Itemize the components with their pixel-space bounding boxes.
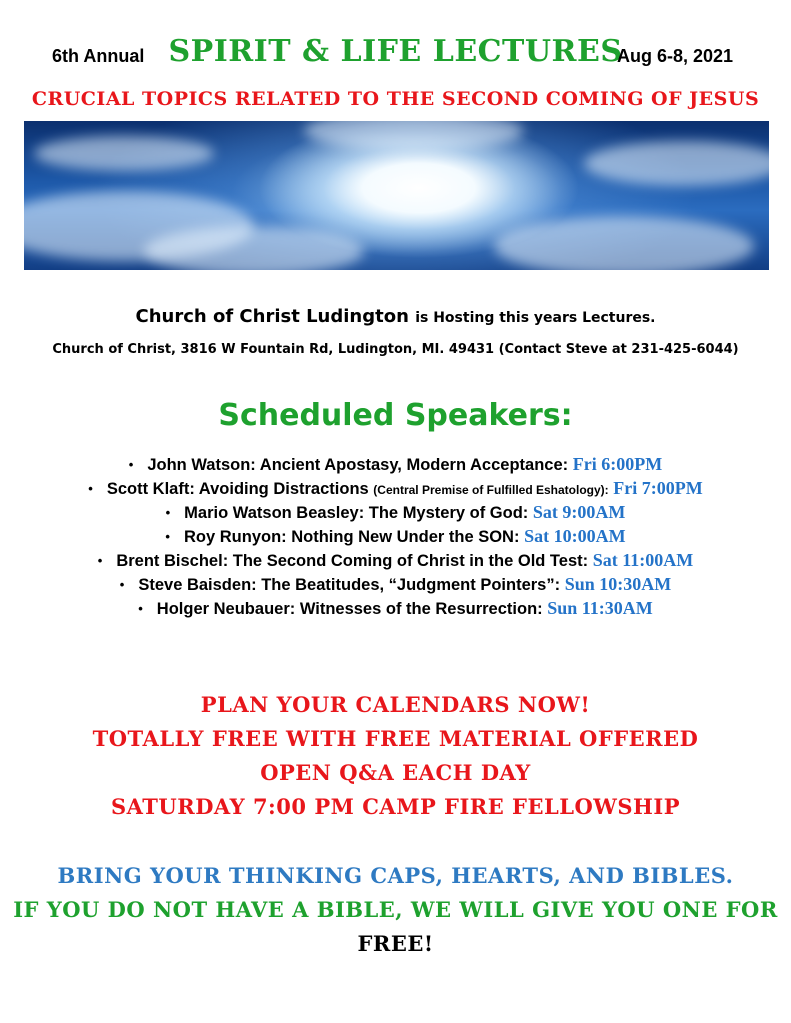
speaker-time: Fri 7:00PM	[613, 478, 703, 498]
speaker-time: Sun 11:30AM	[547, 598, 653, 618]
speaker-item	[0, 596, 791, 620]
speaker-item	[0, 452, 791, 476]
speaker-item	[0, 548, 791, 572]
speaker-time: Sat 9:00AM	[532, 502, 626, 522]
speaker-topic: John Watson: Ancient Apostasy, Modern Acceptance:	[147, 456, 569, 474]
speaker-item	[0, 572, 791, 596]
speaker-time: Sat 11:00AM	[592, 550, 694, 570]
speaker-topic: Steve Baisden: The Beatitudes, “Judgment Pointers”:	[138, 576, 561, 594]
speaker-note: (Central Premise of Fulfilled Eshatology):	[373, 483, 609, 497]
speaker-item	[0, 524, 791, 548]
speaker-time: Sat 10:00AM	[524, 526, 626, 546]
speaker-topic: Holger Neubauer: Witnesses of the Resurrection:	[156, 600, 543, 618]
speaker-time: Fri 6:00PM	[572, 454, 663, 474]
host-line	[0, 306, 791, 327]
sky-banner-image	[24, 121, 769, 270]
bible-offer-line: IF YOU DO NOT HAVE A BIBLE, WE WILL GIVE YOU ONE FOR	[13, 897, 778, 922]
speaker-topic: Roy Runyon: Nothing New Under the SON:	[183, 528, 520, 546]
host-name: Church of Christ Ludington	[135, 306, 409, 327]
host-address: Church of Christ, 3816 W Fountain Rd, Ludington, MI. 49431 (Contact Steve at 231-425-6044)	[52, 342, 739, 357]
speaker-list	[0, 452, 791, 620]
annual-label: 6th Annual	[52, 46, 145, 66]
speaker-topic: Scott Klaft: Avoiding Distractions	[106, 480, 369, 498]
host-suffix: is Hosting this years Lectures.	[415, 310, 656, 326]
announcement-qa: OPEN Q&A EACH DAY	[260, 760, 531, 785]
speaker-item	[0, 500, 791, 524]
speaker-topic: Mario Watson Beasley: The Mystery of God:	[184, 504, 529, 522]
announcement-free: TOTALLY FREE WITH FREE MATERIAL OFFERED	[92, 726, 699, 751]
event-title: SPIRIT & LIFE LECTURES	[168, 34, 623, 69]
announcement-plan: PLAN YOUR CALENDARS NOW!	[200, 692, 591, 717]
free-line: FREE!	[357, 931, 434, 956]
event-dates: Aug 6-8, 2021	[617, 46, 734, 66]
schedule-heading: Scheduled Speakers:	[218, 398, 573, 433]
announcement-campfire: SATURDAY 7:00 PM CAMP FIRE FELLOWSHIP	[110, 794, 680, 819]
speaker-topic: Brent Bischel: The Second Coming of Christ in the Old Test:	[116, 552, 589, 570]
speaker-item	[0, 476, 791, 500]
bring-line: BRING YOUR THINKING CAPS, HEARTS, AND BIBLES.	[57, 863, 734, 888]
event-subtitle: CRUCIAL TOPICS RELATED TO THE SECOND COMING OF JESUS	[31, 88, 760, 110]
speaker-time: Sun 10:30AM	[564, 574, 672, 594]
